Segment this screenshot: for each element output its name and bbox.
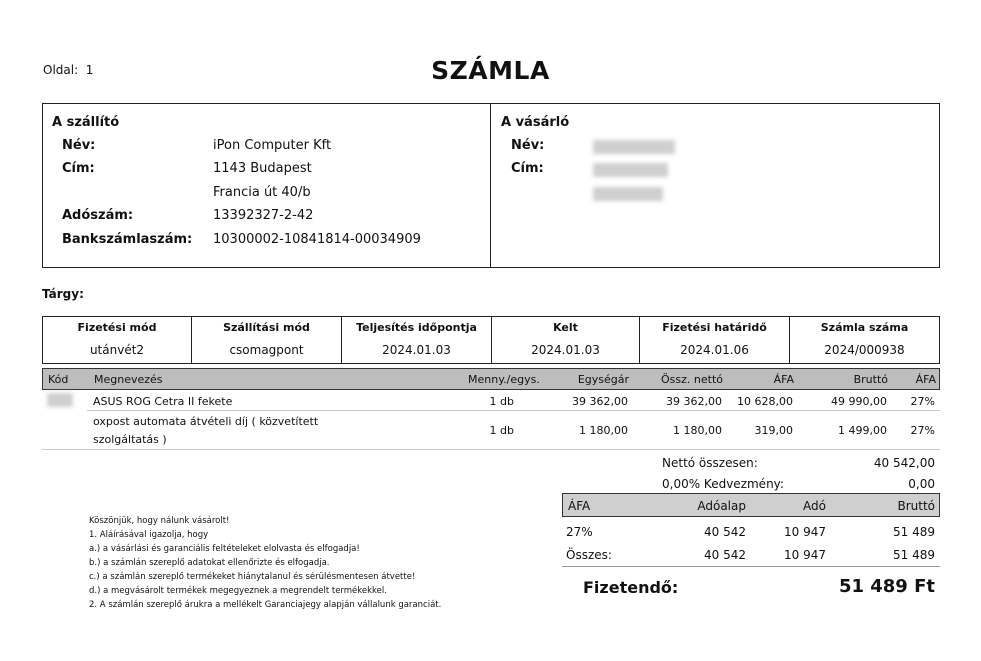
item-2-name-line2: szolgáltatás )	[93, 433, 167, 446]
vat-col-rate: ÁFA	[568, 499, 591, 513]
item-2-qty: 1 db	[489, 424, 514, 437]
col-net-total: Össz. nettó	[661, 373, 723, 386]
issue-date-header: Kelt	[553, 321, 578, 334]
col-unit-price: Egységár	[577, 373, 629, 386]
vat-row-2-base: 40 542	[704, 548, 746, 562]
col-description: Megnevezés	[94, 373, 163, 386]
note-line: b.) a számlán szereplő adatokat ellenőrizte és elfogadja.	[89, 558, 330, 568]
vat-col-base: Adóalap	[697, 499, 746, 513]
shipping-method-value: csomagpont	[229, 343, 304, 357]
vat-row-1-label: 27%	[566, 525, 593, 539]
net-total-label: Nettó összesen:	[662, 456, 758, 470]
col-gross: Bruttó	[853, 373, 888, 386]
col-quantity: Menny./egys.	[468, 373, 540, 386]
invoice-info-table	[42, 316, 940, 364]
seller-tax-number: 13392327-2-42	[213, 208, 314, 223]
vat-summary-header	[562, 493, 940, 517]
discount-label: 0,00% Kedvezmény:	[662, 477, 784, 491]
vat-row-1-tax: 10 947	[784, 525, 826, 539]
item-2-unit-price: 1 180,00	[579, 424, 628, 437]
due-date-value: 2024.01.06	[680, 343, 749, 357]
item-code-redacted	[47, 393, 73, 407]
item-1-qty: 1 db	[489, 395, 514, 408]
item-1-net: 39 362,00	[666, 395, 722, 408]
invoice-number-header: Számla száma	[820, 321, 909, 334]
item-1-vat: 10 628,00	[737, 395, 793, 408]
discount-value: 0,00	[908, 477, 935, 491]
subject-label: Tárgy:	[42, 287, 84, 301]
note-line: c.) a számlán szereplő termékeket hiánytalanul és sérülésmentesen átvette!	[89, 572, 416, 582]
item-row-divider	[87, 410, 940, 411]
seller-address-line1: 1143 Budapest	[213, 161, 312, 176]
amount-due-value: 51 489 Ft	[838, 576, 935, 597]
seller-bank-account: 10300002-10841814-00034909	[213, 232, 421, 247]
seller-tax-label: Adószám:	[62, 208, 134, 223]
page-number: 1	[85, 63, 94, 77]
item-1-name: ASUS ROG Cetra II fekete	[93, 395, 233, 408]
item-2-vat: 319,00	[754, 424, 793, 437]
seller-address-label: Cím:	[62, 161, 95, 176]
vat-row-2-label: Összes:	[566, 548, 612, 562]
vat-row-1-gross: 51 489	[893, 525, 935, 539]
seller-address-line2: Francia út 40/b	[213, 185, 311, 200]
vat-summary-bottom-line	[562, 566, 940, 567]
parties-divider	[490, 103, 491, 268]
amount-due-label: Fizetendő:	[583, 578, 679, 597]
item-2-vat-rate: 27%	[910, 424, 935, 437]
item-2-gross: 1 499,00	[838, 424, 887, 437]
fulfillment-date-cell	[342, 317, 492, 363]
page-number-label: Oldal: 1	[43, 63, 94, 77]
payment-method-header: Fizetési mód	[77, 321, 157, 334]
due-date-header: Fizetési határidő	[662, 321, 767, 334]
invoice-number-value: 2024/000938	[824, 343, 905, 357]
vat-row-2-gross: 51 489	[893, 548, 935, 562]
vat-row-2-tax: 10 947	[784, 548, 826, 562]
seller-name: iPon Computer Kft	[213, 138, 332, 153]
col-vat-rate: ÁFA	[915, 373, 936, 386]
col-code: Kód	[48, 373, 69, 386]
shipping-method-cell	[192, 317, 342, 363]
item-2-net: 1 180,00	[673, 424, 722, 437]
buyer-address-redacted-2	[593, 187, 663, 201]
item-1-gross: 49 990,00	[831, 395, 887, 408]
fulfillment-date-value: 2024.01.03	[382, 343, 451, 357]
vat-col-tax: Adó	[803, 499, 826, 513]
note-line: 1. Aláírásával igazolja, hogy	[89, 530, 209, 540]
issue-date-value: 2024.01.03	[531, 343, 600, 357]
note-line: a.) a vásárlási és garanciális feltételeket elolvasta és elfogadja!	[89, 544, 360, 554]
item-2-name-line1: oxpost automata átvételi díj ( közvetített	[93, 415, 319, 428]
document-title: SZÁMLA	[431, 56, 550, 85]
issue-date-cell	[492, 317, 640, 363]
invoice-number-cell	[790, 317, 939, 363]
note-line: Köszönjük, hogy nálunk vásárolt!	[89, 516, 230, 526]
seller-name-label: Név:	[62, 138, 96, 153]
buyer-address-label: Cím:	[511, 161, 544, 176]
due-date-cell	[640, 317, 790, 363]
payment-method-value: utánvét2	[89, 343, 145, 357]
note-line: 2. A számlán szereplő árukra a mellékelt Garanciajegy alapján vállalunk garanciát.	[89, 600, 442, 610]
buyer-name-redacted	[593, 140, 675, 154]
shipping-method-header: Szállítási mód	[223, 321, 310, 334]
col-vat-amount: ÁFA	[773, 373, 794, 386]
items-bottom-line	[42, 449, 940, 450]
item-1-vat-rate: 27%	[910, 395, 935, 408]
fulfillment-date-header: Teljesítés időpontja	[356, 321, 477, 334]
item-1-unit-price: 39 362,00	[572, 395, 628, 408]
buyer-title: A vásárló	[501, 115, 570, 130]
payment-method-cell	[43, 317, 192, 363]
buyer-address-redacted-1	[593, 163, 668, 177]
vat-row-1-base: 40 542	[704, 525, 746, 539]
net-total-value: 40 542,00	[873, 456, 935, 470]
items-table-header	[42, 368, 940, 390]
vat-col-gross: Bruttó	[897, 499, 935, 513]
seller-title: A szállító	[52, 115, 120, 130]
seller-bank-label: Bankszámlaszám:	[62, 232, 193, 247]
note-line: d.) a megvásárolt termékek megegyeznek a megrendelt termékekkel.	[89, 586, 387, 596]
buyer-name-label: Név:	[511, 138, 545, 153]
